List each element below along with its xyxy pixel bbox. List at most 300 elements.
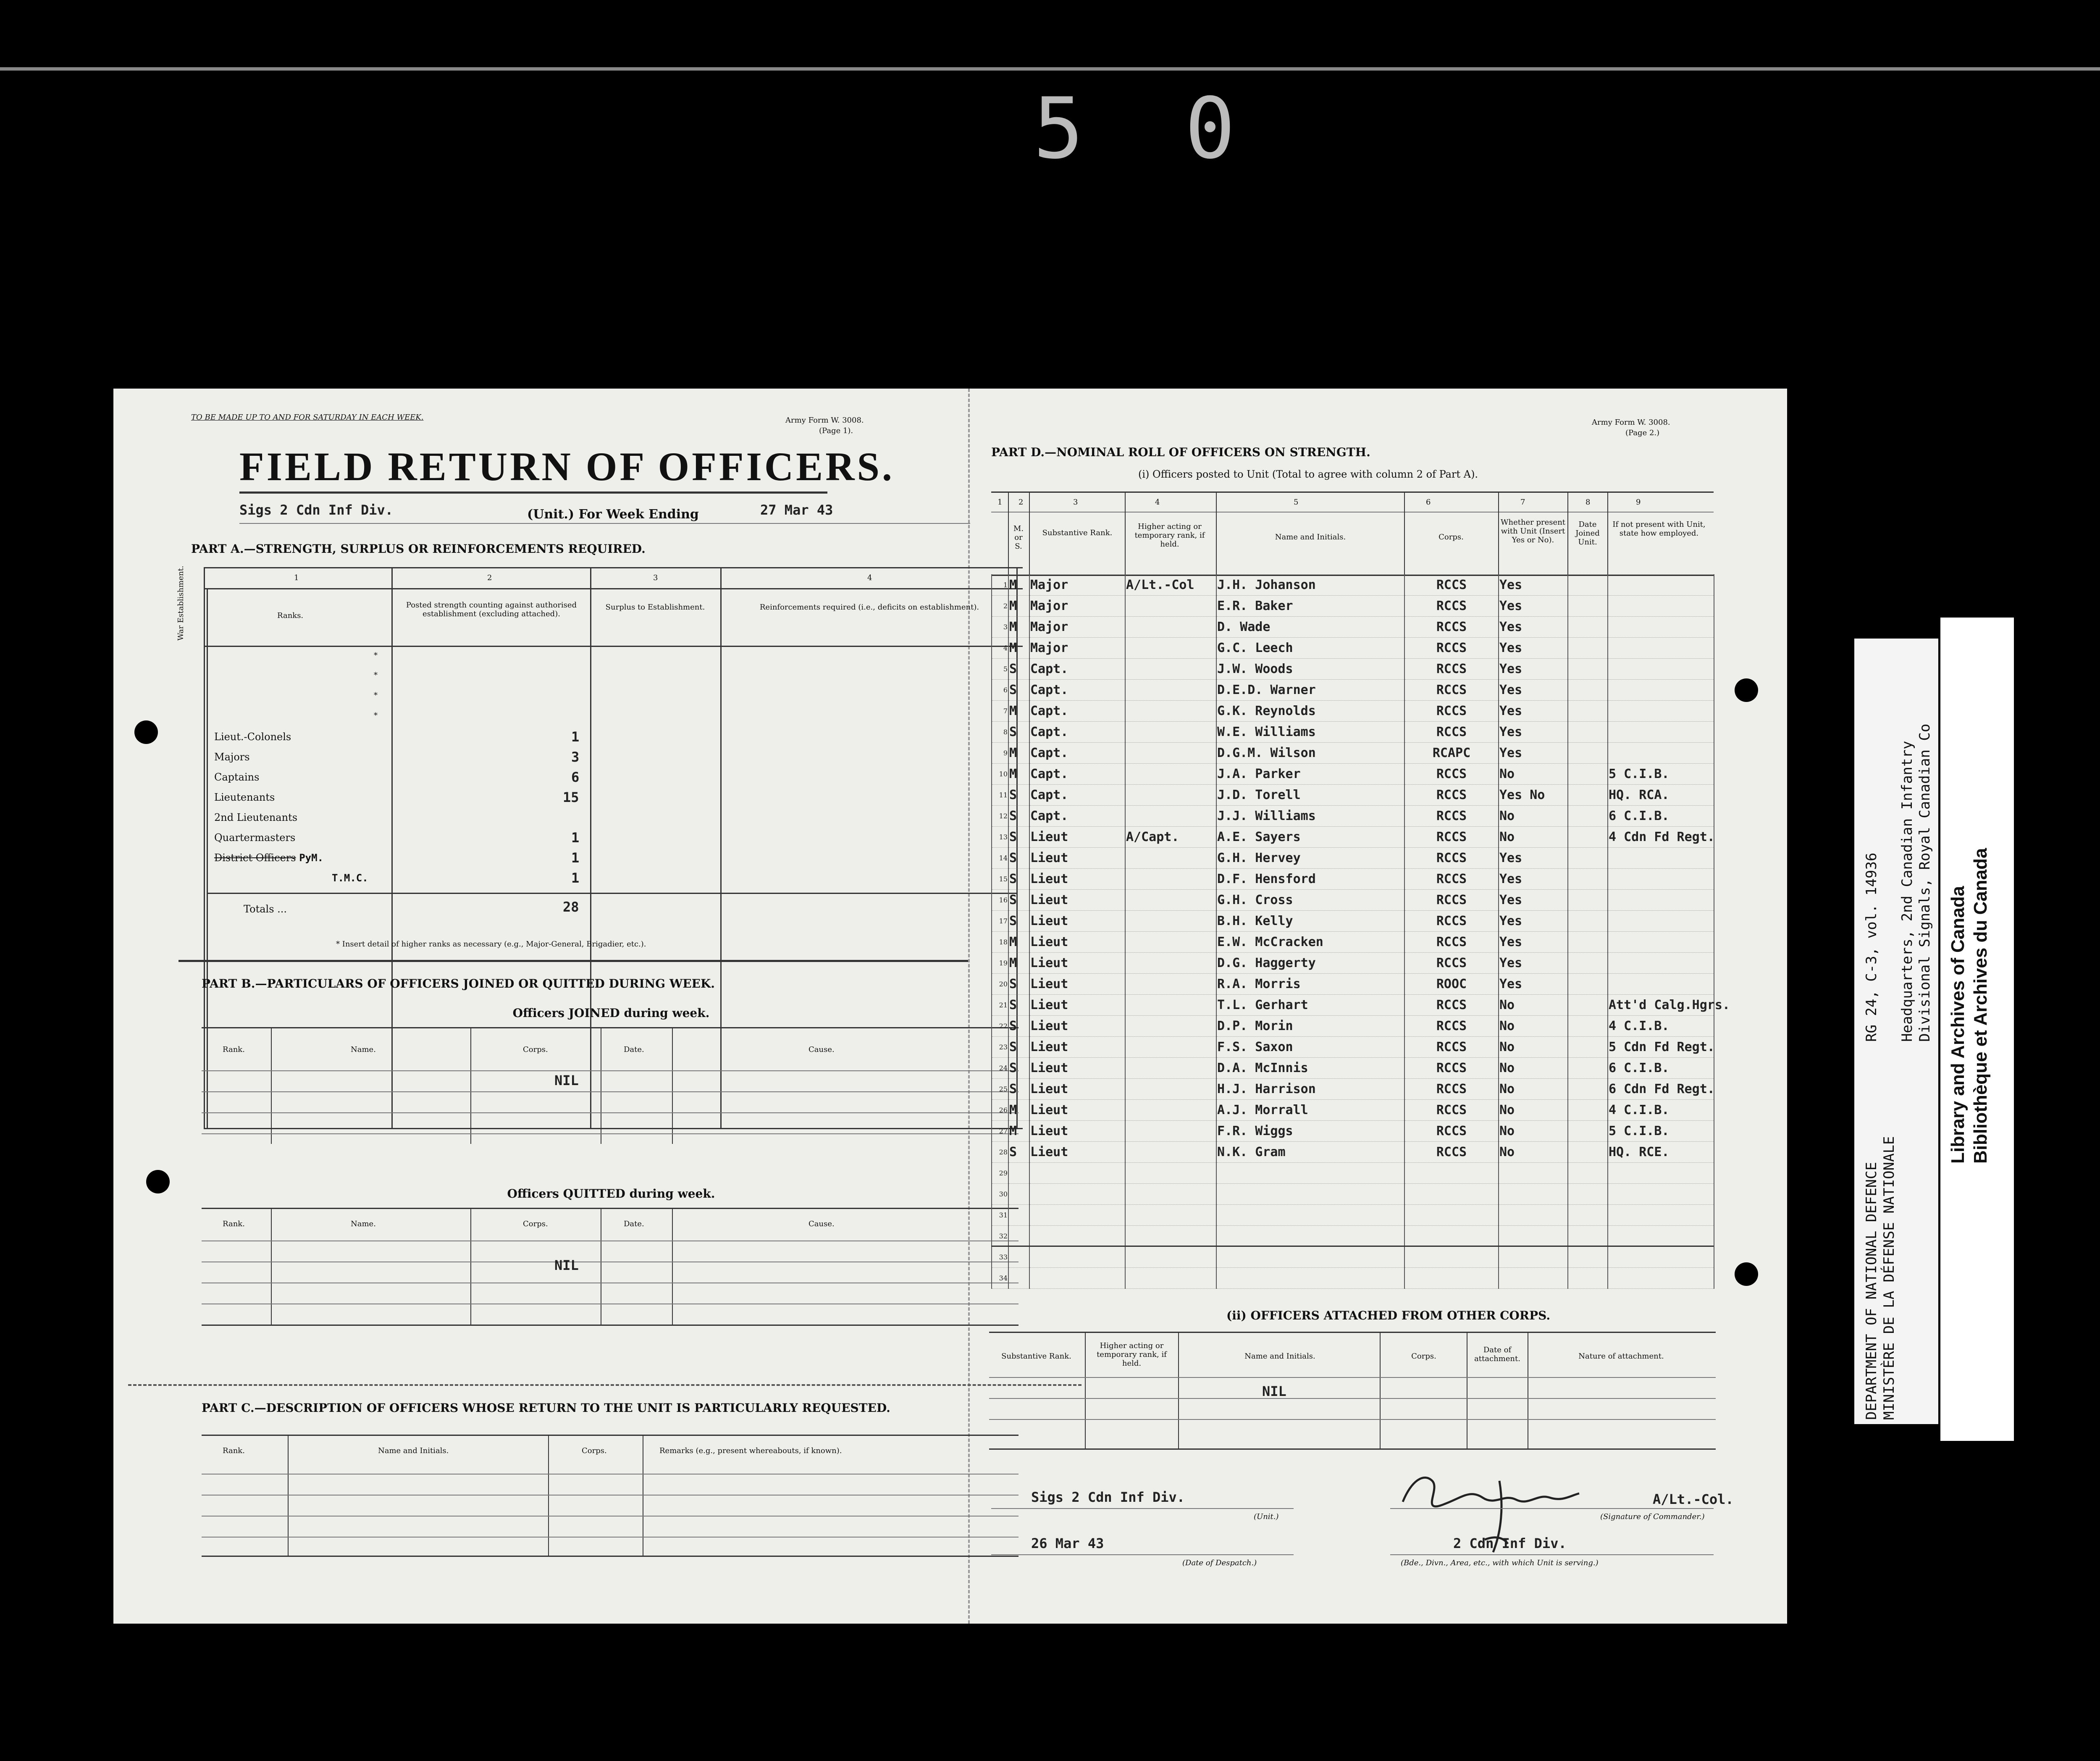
surplus-header: Surplus to Establishment. — [605, 603, 705, 612]
rank-label: 2nd Lieutenants — [214, 812, 298, 823]
not-present-header: If not present with Unit, state how employed. — [1612, 520, 1706, 538]
colnum-line — [991, 512, 1714, 513]
table-row — [992, 596, 1714, 617]
tear-line — [128, 1384, 1082, 1386]
present-cell: No — [1499, 764, 1568, 785]
present-cell: No — [1499, 1016, 1568, 1037]
row-number: 30 — [992, 1184, 1008, 1205]
column-header: Higher acting or temporary rank, if held. — [1097, 1341, 1167, 1368]
higher-rank-header: Higher acting or temporary rank, if held. — [1134, 522, 1205, 549]
corps-cell — [1404, 1268, 1499, 1289]
column-number: 7 — [1520, 498, 1525, 507]
ms-cell — [1008, 1205, 1029, 1226]
column-header: Name and Initials. — [378, 1446, 449, 1455]
column-header: Corps. — [1411, 1352, 1436, 1361]
column-divider — [1008, 493, 1009, 575]
column-header: Rank. — [223, 1045, 245, 1054]
form-page-p2: (Page 2.) — [1625, 428, 1660, 437]
present-cell — [1499, 1184, 1568, 1205]
rank-cell: Capt. — [1029, 722, 1125, 743]
higher-rank-cell — [1125, 848, 1216, 869]
totals-value: 28 — [563, 899, 579, 915]
employment-cell: 4 C.I.B. — [1608, 1016, 1714, 1037]
date-joined-cell — [1568, 1079, 1608, 1100]
name-cell: D.E.D. Warner — [1216, 680, 1404, 701]
date-joined-header: Date Joined Unit. — [1575, 520, 1600, 547]
present-cell: Yes — [1499, 575, 1568, 596]
rank-row — [214, 751, 391, 771]
name-cell: D.F. Hensford — [1216, 869, 1404, 890]
employment-cell — [1608, 1163, 1714, 1184]
present-cell: Yes — [1499, 680, 1568, 701]
part-d-heading: PART D.—NOMINAL ROLL OF OFFICERS ON STRENGTH. — [991, 445, 1370, 459]
part-a-top — [204, 567, 1023, 568]
column-number: 1 — [998, 498, 1003, 507]
row-number: 31 — [992, 1205, 1008, 1226]
corps-cell: RCCS — [1404, 827, 1499, 848]
date-joined-cell — [1568, 932, 1608, 953]
name-cell: G.K. Reynolds — [1216, 701, 1404, 722]
employment-cell: 6 C.I.B. — [1608, 806, 1714, 827]
table-row — [992, 1205, 1714, 1226]
substantive-rank-header: Substantive Rank. — [1042, 528, 1113, 537]
higher-rank-cell — [1125, 869, 1216, 890]
name-cell: J.W. Woods — [1216, 659, 1404, 680]
column-divider — [1607, 493, 1608, 575]
date-joined-cell — [1568, 1247, 1608, 1268]
corps-cell: RCCS — [1404, 764, 1499, 785]
row-number: 29 — [992, 1163, 1008, 1184]
ms-cell: S — [1008, 1058, 1029, 1079]
ms-header: M. or S. — [1013, 524, 1024, 551]
table-row — [992, 806, 1714, 827]
column-divider — [1178, 1333, 1179, 1448]
quitted-nil: NIL — [554, 1257, 579, 1273]
ms-cell: S — [1008, 890, 1029, 911]
rank-cell: Capt. — [1029, 701, 1125, 722]
ms-cell: M — [1008, 575, 1029, 596]
war-establishment-label: War Establishment. — [176, 565, 185, 641]
higher-rank-cell — [1125, 617, 1216, 638]
date-joined-cell — [1568, 659, 1608, 680]
rank-cell: Lieut — [1029, 1079, 1125, 1100]
ms-cell — [1008, 1247, 1029, 1268]
ms-cell: M — [1008, 638, 1029, 659]
strength-value: 1 — [571, 830, 580, 846]
table-row — [992, 974, 1714, 995]
employment-cell — [1608, 680, 1714, 701]
higher-rank-cell — [1125, 1016, 1216, 1037]
strength-value: 1 — [571, 850, 580, 866]
row-number: 19 — [992, 953, 1008, 974]
date-joined-cell — [1568, 1121, 1608, 1142]
date-joined-cell — [1568, 1037, 1608, 1058]
column-divider — [271, 1209, 272, 1325]
ms-cell: S — [1008, 974, 1029, 995]
employment-cell — [1608, 1247, 1714, 1268]
column-header: Remarks (e.g., present whereabouts, if known). — [659, 1446, 842, 1455]
row-line — [202, 1112, 1018, 1113]
part-a-footnote: * Insert detail of higher ranks as necessary (e.g., Major-General, Brigadier, etc.). — [336, 940, 646, 949]
ms-cell: S — [1008, 659, 1029, 680]
higher-rank-cell — [1125, 995, 1216, 1016]
unit-description: Headquarters, 2nd Canadian Infantry — [1899, 741, 1916, 1042]
rank-cell: Major — [1029, 617, 1125, 638]
present-cell: Yes No — [1499, 785, 1568, 806]
totals-line — [207, 893, 1017, 894]
date-joined-cell — [1568, 1016, 1608, 1037]
part-a-col-2: 2 — [487, 573, 492, 582]
date-joined-cell — [1568, 953, 1608, 974]
strength-value — [571, 810, 592, 830]
present-cell: Yes — [1499, 932, 1568, 953]
corps-cell: RCCS — [1404, 890, 1499, 911]
corps-cell: RCCS — [1404, 659, 1499, 680]
corps-cell: RCCS — [1404, 596, 1499, 617]
ms-cell: S — [1008, 722, 1029, 743]
rank-label: Majors — [214, 751, 250, 763]
rank-cell: Lieut — [1029, 890, 1125, 911]
form-reference-p2: Army Form W. 3008. — [1592, 418, 1670, 427]
rank-cell — [1029, 1268, 1125, 1289]
title-underline — [239, 492, 827, 494]
row-number: 16 — [992, 890, 1008, 911]
date-joined-cell — [1568, 1184, 1608, 1205]
employment-cell: 4 Cdn Fd Regt. — [1608, 827, 1714, 848]
ms-cell: S — [1008, 1037, 1029, 1058]
rank-cell — [1029, 1247, 1125, 1268]
corps-cell: RCCS — [1404, 806, 1499, 827]
column-divider — [1498, 493, 1499, 575]
present-cell: Yes — [1499, 869, 1568, 890]
corps-cell: RCCS — [1404, 995, 1499, 1016]
corps-cell: RCCS — [1404, 1142, 1499, 1163]
row-number: 25 — [992, 1079, 1008, 1100]
row-number: 26 — [992, 1100, 1008, 1121]
column-divider — [470, 1028, 471, 1144]
name-cell: G.H. Cross — [1216, 890, 1404, 911]
column-divider — [672, 1028, 673, 1144]
column-number: 6 — [1426, 498, 1431, 507]
higher-rank-cell — [1125, 701, 1216, 722]
ms-cell: M — [1008, 764, 1029, 785]
row-number: 2 — [992, 596, 1008, 617]
corps-cell: RCCS — [1404, 785, 1499, 806]
name-cell: A.E. Sayers — [1216, 827, 1404, 848]
table-row — [992, 911, 1714, 932]
table-row — [992, 995, 1714, 1016]
rank-label: T.M.C. — [332, 872, 368, 884]
higher-rank-cell — [1125, 1079, 1216, 1100]
corps-cell: ROOC — [1404, 974, 1499, 995]
column-divider — [288, 1436, 289, 1556]
date-joined-cell — [1568, 575, 1608, 596]
ms-cell: M — [1008, 617, 1029, 638]
column-header: Date. — [624, 1220, 644, 1228]
column-number: 4 — [1155, 498, 1160, 507]
table-row — [992, 1184, 1714, 1205]
table-row — [992, 764, 1714, 785]
rank-cell: Capt. — [1029, 743, 1125, 764]
description-label — [1898, 724, 1934, 1042]
name-cell: J.D. Torell — [1216, 785, 1404, 806]
department-fr: MINISTÈRE DE LA DÉFENSE NATIONALE — [1881, 1136, 1898, 1420]
higher-rank-cell — [1125, 596, 1216, 617]
rank-cell: Lieut — [1029, 911, 1125, 932]
employment-cell — [1608, 722, 1714, 743]
table-row — [992, 659, 1714, 680]
rank-cell: Capt. — [1029, 806, 1125, 827]
rank-label: Lieutenants — [214, 791, 275, 803]
row-number: 11 — [992, 785, 1008, 806]
ms-cell: M — [1008, 596, 1029, 617]
column-number: 5 — [1294, 498, 1299, 507]
present-cell: No — [1499, 1058, 1568, 1079]
date-joined-cell — [1568, 1100, 1608, 1121]
column-header: Substantive Rank. — [1001, 1352, 1071, 1361]
name-cell — [1216, 1163, 1404, 1184]
unit-description: Divisional Signals, Royal Canadian Co — [1916, 723, 1933, 1042]
ms-cell: M — [1008, 1100, 1029, 1121]
row-number: 32 — [992, 1226, 1008, 1247]
corps-cell: RCCS — [1404, 722, 1499, 743]
date-joined-cell — [1568, 1268, 1608, 1289]
part-b-heading: PART B.—PARTICULARS OF OFFICERS JOINED OR QUITTED DURING WEEK. — [202, 977, 715, 991]
row-number: 21 — [992, 995, 1008, 1016]
row-number: 6 — [992, 680, 1008, 701]
row-number: 22 — [992, 1016, 1008, 1037]
rank-cell: Lieut — [1029, 1121, 1125, 1142]
rank-cell: Lieut — [1029, 1016, 1125, 1037]
higher-rank-cell — [1125, 1268, 1216, 1289]
higher-rank-cell — [1125, 1142, 1216, 1163]
rank-cell: Lieut — [1029, 953, 1125, 974]
column-header: Rank. — [223, 1446, 245, 1455]
collection-label — [1863, 853, 1880, 1042]
employment-cell — [1608, 743, 1714, 764]
higher-rank-cell — [1125, 974, 1216, 995]
table-row — [992, 701, 1714, 722]
rank-row — [214, 771, 391, 791]
name-cell: H.J. Harrison — [1216, 1079, 1404, 1100]
higher-rank-cell — [1125, 680, 1216, 701]
row-number: 10 — [992, 764, 1008, 785]
column-number: 9 — [1636, 498, 1641, 507]
strength-value: 15 — [563, 789, 579, 805]
date-joined-cell — [1568, 869, 1608, 890]
column-divider — [1567, 493, 1568, 575]
rank-cell: Lieut — [1029, 848, 1125, 869]
date-joined-cell — [1568, 827, 1608, 848]
film-edge-line — [0, 67, 2100, 71]
part-a-colnum-line — [204, 588, 1023, 589]
ms-cell: S — [1008, 848, 1029, 869]
table-row — [992, 1247, 1714, 1268]
rank-label: Lieut.-Colonels — [214, 731, 291, 743]
employment-cell — [1608, 848, 1714, 869]
row-number: 17 — [992, 911, 1008, 932]
present-cell — [1499, 1247, 1568, 1268]
employment-cell — [1608, 617, 1714, 638]
posted-strength-values — [563, 729, 592, 890]
ms-cell: S — [1008, 995, 1029, 1016]
name-header: Name and Initials. — [1275, 533, 1346, 541]
name-cell — [1216, 1268, 1404, 1289]
ms-cell — [1008, 1226, 1029, 1247]
column-header: Nature of attachment. — [1578, 1352, 1664, 1361]
name-cell: J.A. Parker — [1216, 764, 1404, 785]
part-a-col-3: 3 — [653, 573, 658, 582]
attached-nil: NIL — [1262, 1383, 1286, 1399]
higher-rank-cell — [1125, 953, 1216, 974]
part-a-heading: PART A.—STRENGTH, SURPLUS OR REINFORCEMENTS REQUIRED. — [191, 542, 646, 556]
column-header: Name and Initials. — [1244, 1352, 1315, 1361]
employment-cell — [1608, 1184, 1714, 1205]
signature-label: (Signature of Commander.) — [1600, 1512, 1705, 1521]
present-cell — [1499, 1226, 1568, 1247]
strength-value: 3 — [571, 749, 580, 765]
employment-cell: 5 C.I.B. — [1608, 1121, 1714, 1142]
part-a-col-4: 4 — [867, 573, 872, 582]
row-number: 23 — [992, 1037, 1008, 1058]
ms-cell — [1008, 1163, 1029, 1184]
column-divider — [1380, 1333, 1381, 1448]
row-number: 15 — [992, 869, 1008, 890]
corps-cell: RCCS — [1404, 1037, 1499, 1058]
table-row — [992, 1121, 1714, 1142]
name-cell: F.S. Saxon — [1216, 1037, 1404, 1058]
higher-rank-star: * — [374, 651, 378, 660]
row-line — [202, 1133, 1018, 1134]
employment-cell — [1608, 575, 1714, 596]
rank-row — [214, 852, 391, 872]
date-joined-cell — [1568, 1205, 1608, 1226]
present-cell — [1499, 1268, 1568, 1289]
table-row — [992, 1226, 1714, 1247]
row-line — [989, 1419, 1716, 1420]
ms-cell: M — [1008, 701, 1029, 722]
column-header: Corps. — [523, 1045, 548, 1054]
higher-rank-cell — [1125, 1184, 1216, 1205]
name-cell: F.R. Wiggs — [1216, 1121, 1404, 1142]
rank-code: PyM. — [299, 852, 324, 864]
employment-cell — [1608, 638, 1714, 659]
punch-hole — [134, 720, 158, 744]
rank-cell: Lieut — [1029, 1100, 1125, 1121]
rank-cell: Lieut — [1029, 932, 1125, 953]
row-line — [202, 1537, 1018, 1538]
instruction-text: TO BE MADE UP TO AND FOR SATURDAY IN EACH WEEK. — [191, 413, 424, 422]
lac-label — [1947, 848, 1992, 1164]
part-c-table — [202, 1435, 1018, 1557]
joined-nil: NIL — [554, 1072, 579, 1088]
table-row — [992, 1016, 1714, 1037]
present-cell — [1499, 1163, 1568, 1184]
date-joined-cell — [1568, 1163, 1608, 1184]
frame-number: 5 0 — [1033, 80, 1261, 178]
date-joined-cell — [1568, 848, 1608, 869]
signature-line — [1390, 1508, 1714, 1509]
ms-cell: S — [1008, 1016, 1029, 1037]
rank-cell — [1029, 1205, 1125, 1226]
table-row — [992, 617, 1714, 638]
corps-cell — [1404, 1184, 1499, 1205]
rank-cell: Lieut — [1029, 1058, 1125, 1079]
column-header: Name. — [351, 1220, 376, 1228]
higher-rank-cell — [1125, 932, 1216, 953]
table-row — [992, 827, 1714, 848]
date-joined-cell — [1568, 911, 1608, 932]
row-number: 8 — [992, 722, 1008, 743]
employment-cell — [1608, 659, 1714, 680]
employment-cell — [1608, 932, 1714, 953]
present-cell — [1499, 1205, 1568, 1226]
table-row — [992, 722, 1714, 743]
date-joined-cell — [1568, 764, 1608, 785]
name-cell: B.H. Kelly — [1216, 911, 1404, 932]
employment-cell — [1608, 953, 1714, 974]
higher-rank-cell: A/Capt. — [1125, 827, 1216, 848]
rank-cell: Major — [1029, 638, 1125, 659]
row-number: 4 — [992, 638, 1008, 659]
table-row — [992, 848, 1714, 869]
table-row — [992, 785, 1714, 806]
corps-cell: RCAPC — [1404, 743, 1499, 764]
present-cell: Yes — [1499, 701, 1568, 722]
higher-rank-cell — [1125, 1100, 1216, 1121]
ms-cell — [1008, 1184, 1029, 1205]
corps-cell: RCCS — [1404, 638, 1499, 659]
rank-cell: Capt. — [1029, 785, 1125, 806]
table-row — [992, 890, 1714, 911]
employment-cell: 6 C.I.B. — [1608, 1058, 1714, 1079]
nominal-roll-table — [991, 574, 1730, 1289]
column-divider — [1404, 493, 1405, 575]
ranks-header: Ranks. — [277, 611, 304, 620]
part-d-subheading: (i) Officers posted to Unit (Total to agree with column 2 of Part A). — [1138, 468, 1478, 480]
present-cell: Yes — [1499, 953, 1568, 974]
part-d2-heading: (ii) OFFICERS ATTACHED FROM OTHER CORPS. — [1226, 1309, 1551, 1322]
corps-cell: RCCS — [1404, 932, 1499, 953]
name-cell: W.E. Williams — [1216, 722, 1404, 743]
footer-formation-value: 2 Cdn Inf Div. — [1453, 1535, 1567, 1551]
rank-label: District Officers — [214, 852, 296, 864]
date-joined-cell — [1568, 1226, 1608, 1247]
table-row — [992, 743, 1714, 764]
date-joined-cell — [1568, 1058, 1608, 1079]
part-a-col-1: 1 — [294, 573, 299, 582]
row-number: 3 — [992, 617, 1008, 638]
present-cell: Yes — [1499, 743, 1568, 764]
rank-cell: Lieut — [1029, 827, 1125, 848]
unit-line — [239, 523, 970, 524]
corps-cell: RCCS — [1404, 617, 1499, 638]
present-cell: No — [1499, 995, 1568, 1016]
ms-cell: S — [1008, 1079, 1029, 1100]
present-cell: Yes — [1499, 659, 1568, 680]
corps-cell: RCCS — [1404, 1079, 1499, 1100]
footer-formation-label: (Bde., Divn., Area, etc., with which Unit is serving.) — [1401, 1559, 1599, 1567]
corps-cell — [1404, 1226, 1499, 1247]
rank-cell: Major — [1029, 575, 1125, 596]
present-cell: No — [1499, 1037, 1568, 1058]
column-divider — [1085, 1333, 1086, 1448]
row-number: 5 — [992, 659, 1008, 680]
corps-cell: RCCS — [1404, 575, 1499, 596]
rank-cell: Lieut — [1029, 995, 1125, 1016]
corps-cell: RCCS — [1404, 848, 1499, 869]
table-row — [992, 932, 1714, 953]
